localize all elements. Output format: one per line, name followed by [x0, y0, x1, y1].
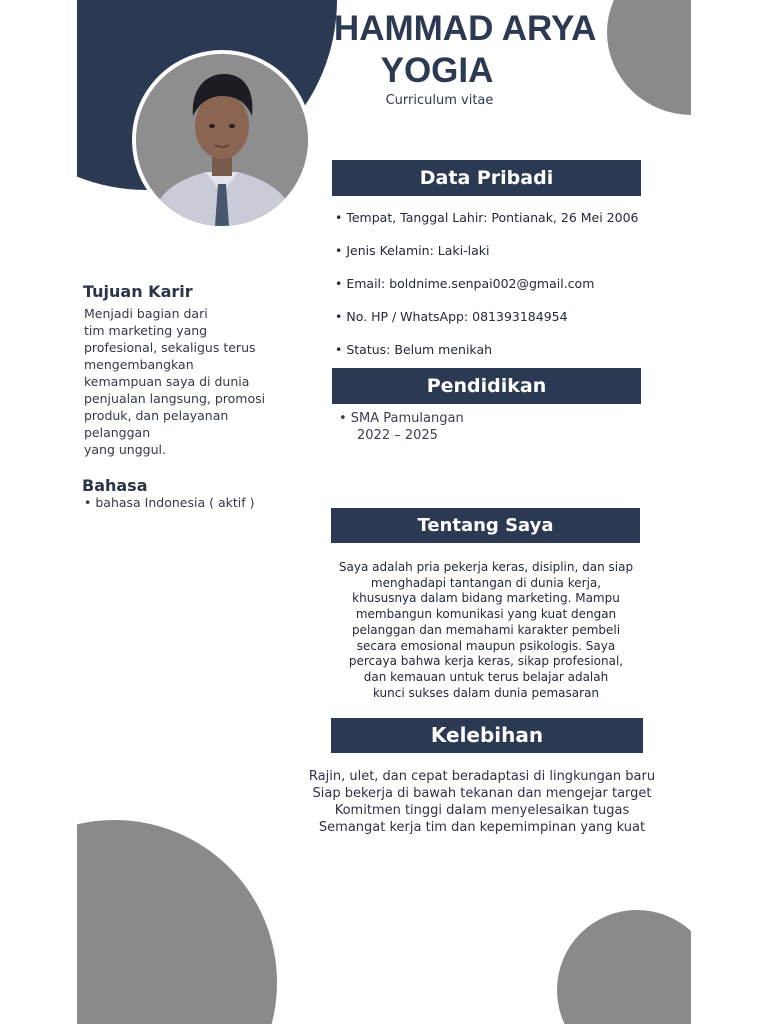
personal-data-list	[335, 210, 655, 375]
about-line: Saya adalah pria pekerja keras, disiplin, dan siap	[338, 560, 634, 574]
about-line: dan kemauan untuk terus belajar adalah	[363, 669, 609, 684]
section-header-data-pribadi: Data Pribadi	[332, 160, 641, 196]
gray-circle-top-right	[607, 0, 691, 115]
about-line: percaya bahwa kerja keras, sikap profesional,	[348, 654, 624, 669]
left-margin	[0, 0, 77, 1024]
language-item: • bahasa Indonesia ( aktif )	[84, 495, 255, 510]
career-goal-line: penjualan langsung, promosi	[84, 391, 266, 406]
cv-page	[77, 0, 691, 1024]
career-goal-line: yang unggul.	[84, 442, 166, 457]
cv-subtitle: Curriculum vitae	[385, 93, 494, 108]
about-line: secara emosional maupun psikologis. Saya	[356, 638, 616, 653]
personal-data-item: • Email: boldnime.senpai002@gmail.com	[335, 276, 595, 291]
career-goal-line: tim marketing yang	[84, 323, 208, 338]
section-header-tentang-saya: Tentang Saya	[331, 508, 640, 543]
section-header-kelebihan: Kelebihan	[331, 718, 643, 753]
strength-item: Semangat kerja tim dan kepemimpinan yang kuat	[318, 820, 646, 835]
personal-data-item: • Tempat, Tanggal Lahir: Pontianak, 26 Mei 2006	[335, 210, 639, 225]
about-line: pelanggan dan memahami karakter pembeli	[351, 622, 621, 637]
personal-data-item: • Status: Belum menikah	[335, 342, 493, 357]
career-goal-title: Tujuan Karir	[83, 282, 193, 301]
career-goal-line: mengembangkan	[84, 357, 194, 372]
about-line: khususnya dalam bidang marketing. Mampu	[352, 591, 620, 606]
gray-circle-bottom-right	[557, 910, 691, 1024]
about-line: menghadapi tantangan di dunia kerja,	[370, 575, 602, 590]
career-goal-line: profesional, sekaligus terus	[84, 340, 256, 355]
education-school: • SMA Pamulangan	[339, 411, 464, 426]
career-goal-line: kemampuan saya di dunia	[84, 374, 250, 389]
career-goal-line: Menjadi bagian dari	[84, 306, 208, 321]
strength-item: Komitmen tinggi dalam menyelesaikan tugas	[334, 803, 630, 818]
education-entry	[339, 410, 589, 444]
personal-data-item: • No. HP / WhatsApp: 081393184954	[335, 309, 568, 324]
career-goal-text	[84, 305, 289, 458]
section-header-pendidikan: Pendidikan	[332, 368, 641, 404]
about-me-text	[327, 560, 645, 701]
career-goal-line: produk, dan pelayanan	[84, 408, 229, 423]
career-goal-line: pelanggan	[84, 425, 151, 440]
strengths-list	[297, 768, 667, 836]
candidate-name: MOHAMMAD ARYA YOGIA	[277, 9, 597, 90]
gray-circle-bottom-left	[77, 820, 277, 1024]
personal-data-item: • Jenis Kelamin: Laki-laki	[335, 243, 490, 258]
strength-item: Rajin, ulet, dan cepat beradaptasi di lingkungan baru	[308, 769, 656, 784]
language-title: Bahasa	[82, 476, 148, 495]
about-line: membangun komunikasi yang kuat dengan	[355, 607, 617, 622]
education-years: 2022 – 2025	[357, 428, 438, 443]
about-line: kunci sukses dalam dunia pemasaran	[372, 685, 600, 700]
strength-item: Siap bekerja di bawah tekanan dan mengejar target	[312, 786, 652, 801]
